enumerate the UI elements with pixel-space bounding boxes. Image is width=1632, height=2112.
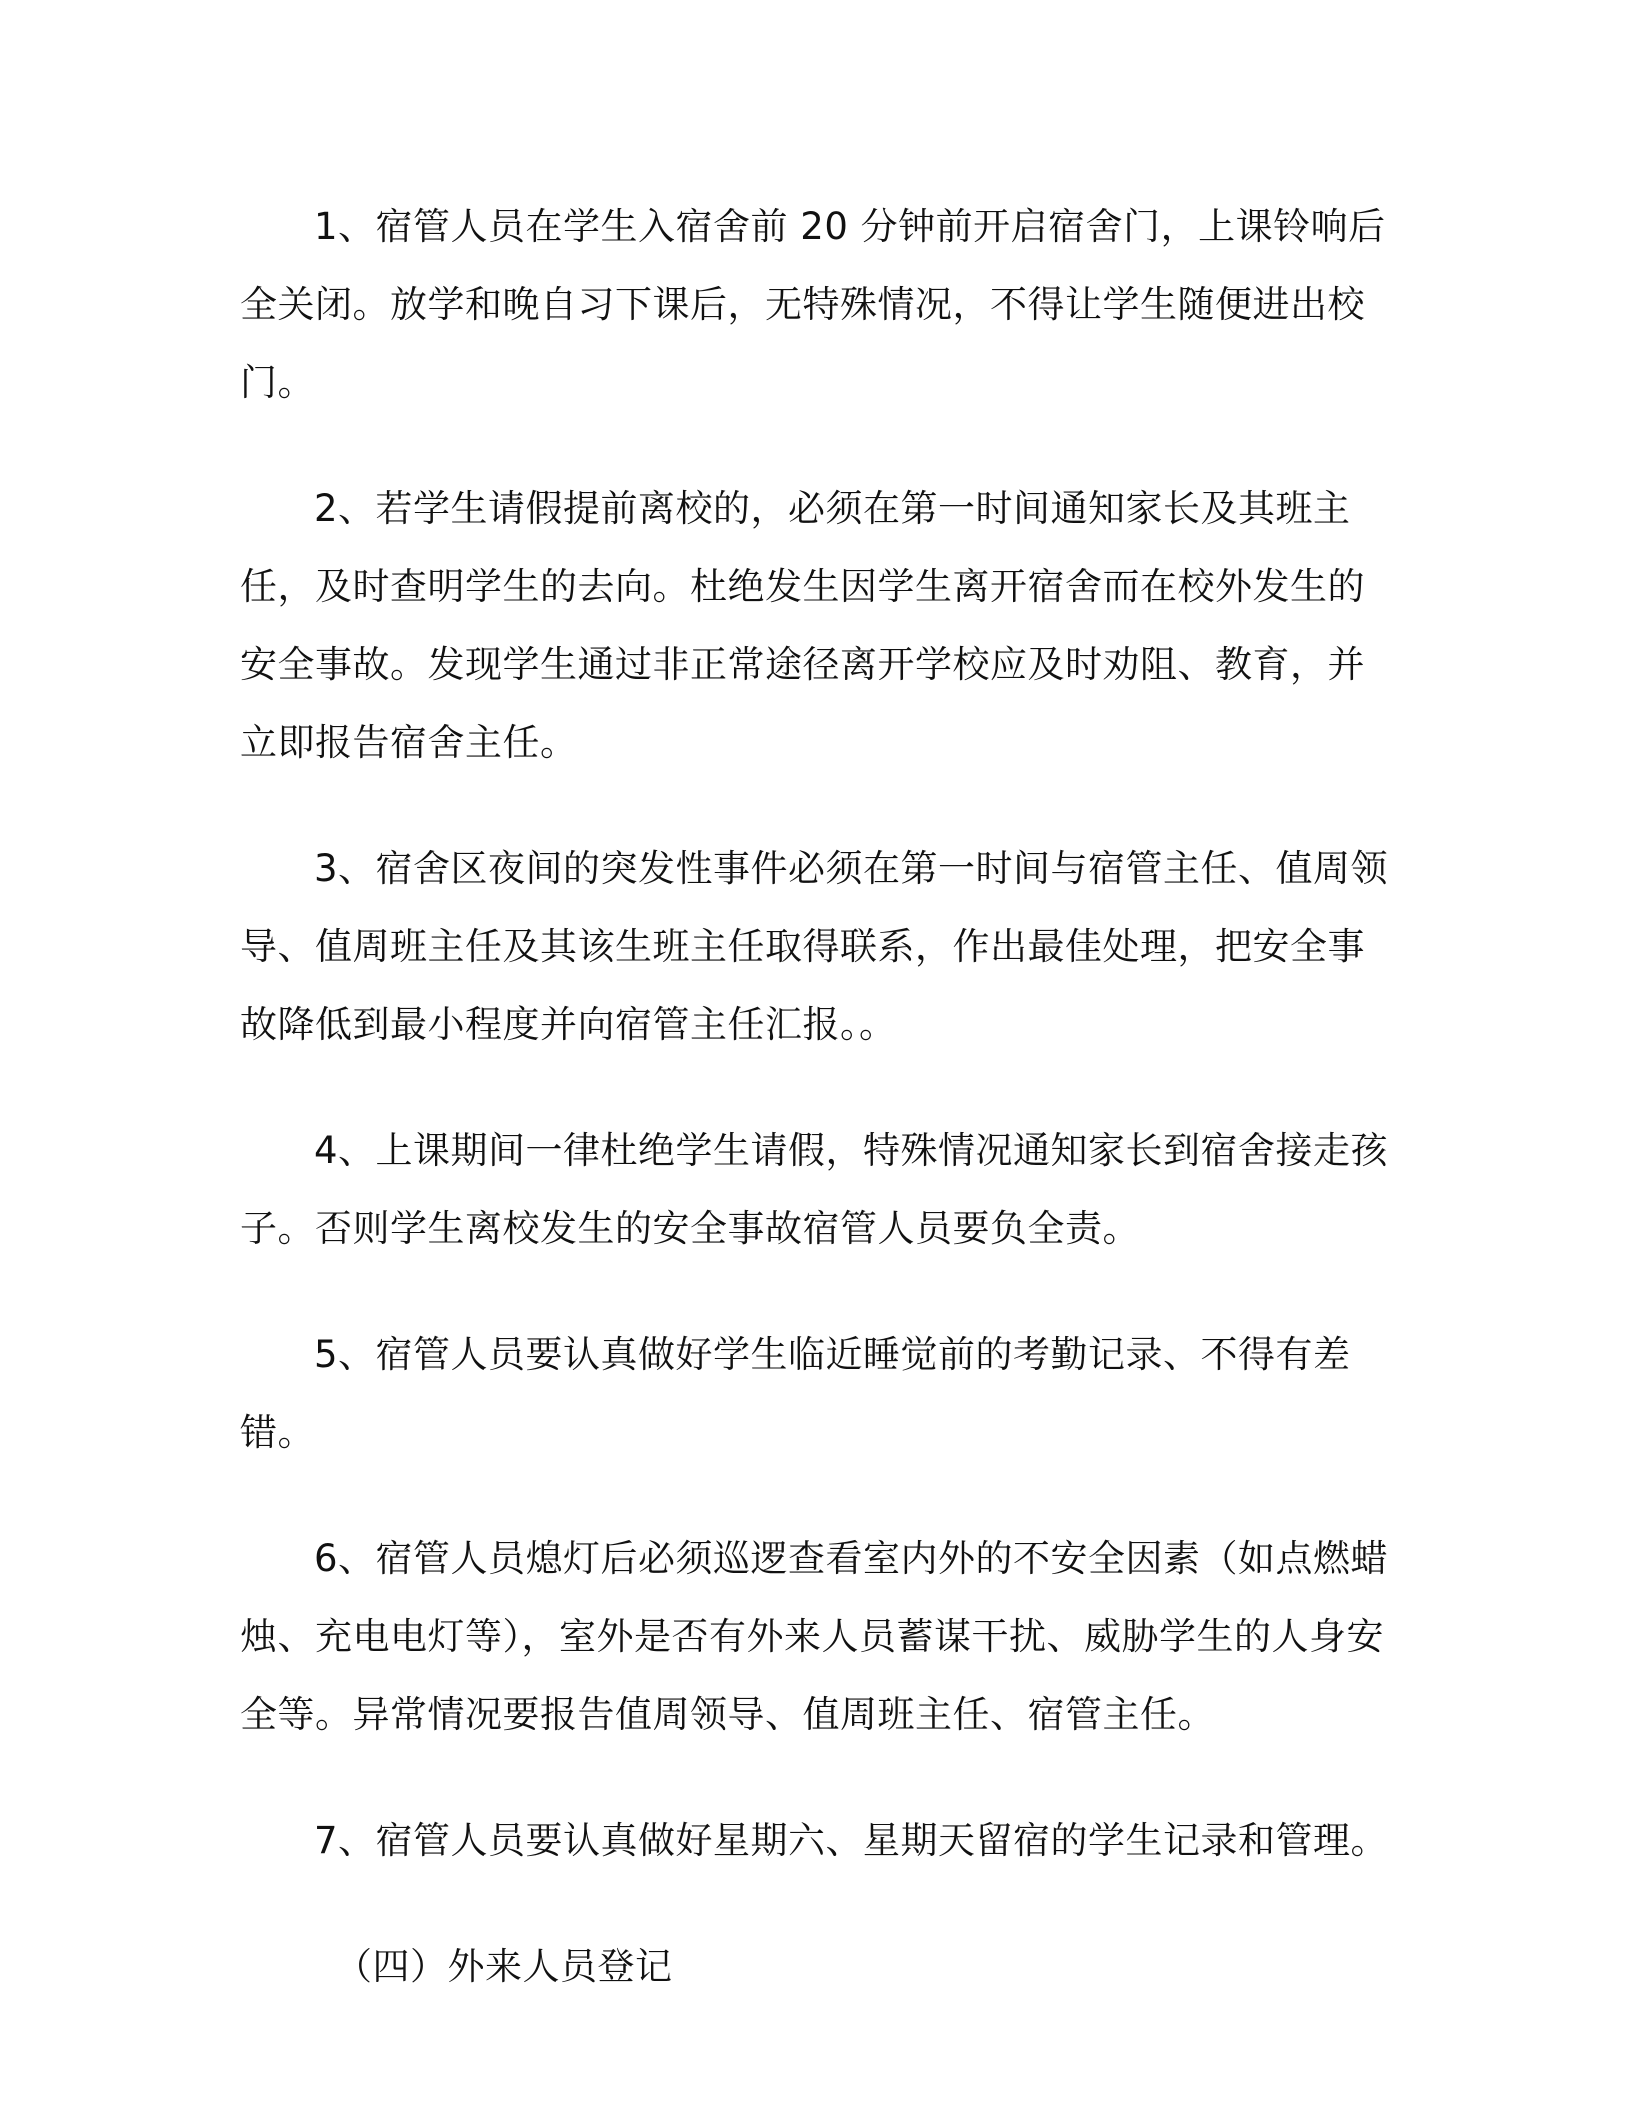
paragraph-5: 5、宿管人员要认真做好学生临近睡觉前的考勤记录、不得有差错。 [240,1333,1351,1454]
paragraph-2: 2、若学生请假提前离校的，必须在第一时间通知家长及其班主任，及时查明学生的去向。杜绝发生因学生离开宿舍而在校外发生的安全事故。发现学生通过非正常途径离开学校应及时劝阻、教育，并立即报告宿舍主任。 [240,487,1365,764]
paragraph-7: 7、宿管人员要认真做好星期六、星期天留宿的学生记录和管理。 [314,1819,1389,1862]
document-body [240,188,1400,2006]
paragraph-3: 3、宿舍区夜间的突发性事件必须在第一时间与宿管主任、值周领导、值周班主任及其该生班主任取得联系，作出最佳处理，把安全事故降低到最小程度并向宿管主任汇报。。 [240,847,1389,1046]
paragraph-6: 6、宿管人员熄灯后必须巡逻查看室内外的不安全因素（如点燃蜡烛、充电电灯等），室外是否有外来人员蓄谋干扰、威胁学生的人身安全等。异常情况要报告值周领导、值周班主任、宿管主任。 [240,1537,1389,1736]
section-heading: （四）外来人员登记 [335,1945,673,1988]
paragraph-1: 1、宿管人员在学生入宿舍前 20 分钟前开启宿舍门，上课铃响后全关闭。放学和晚自习下课后，无特殊情况，不得让学生随便进出校门。 [240,205,1386,404]
paragraph-4: 4、上课期间一律杜绝学生请假，特殊情况通知家长到宿舍接走孩子。否则学生离校发生的安全事故宿管人员要负全责。 [240,1129,1389,1250]
